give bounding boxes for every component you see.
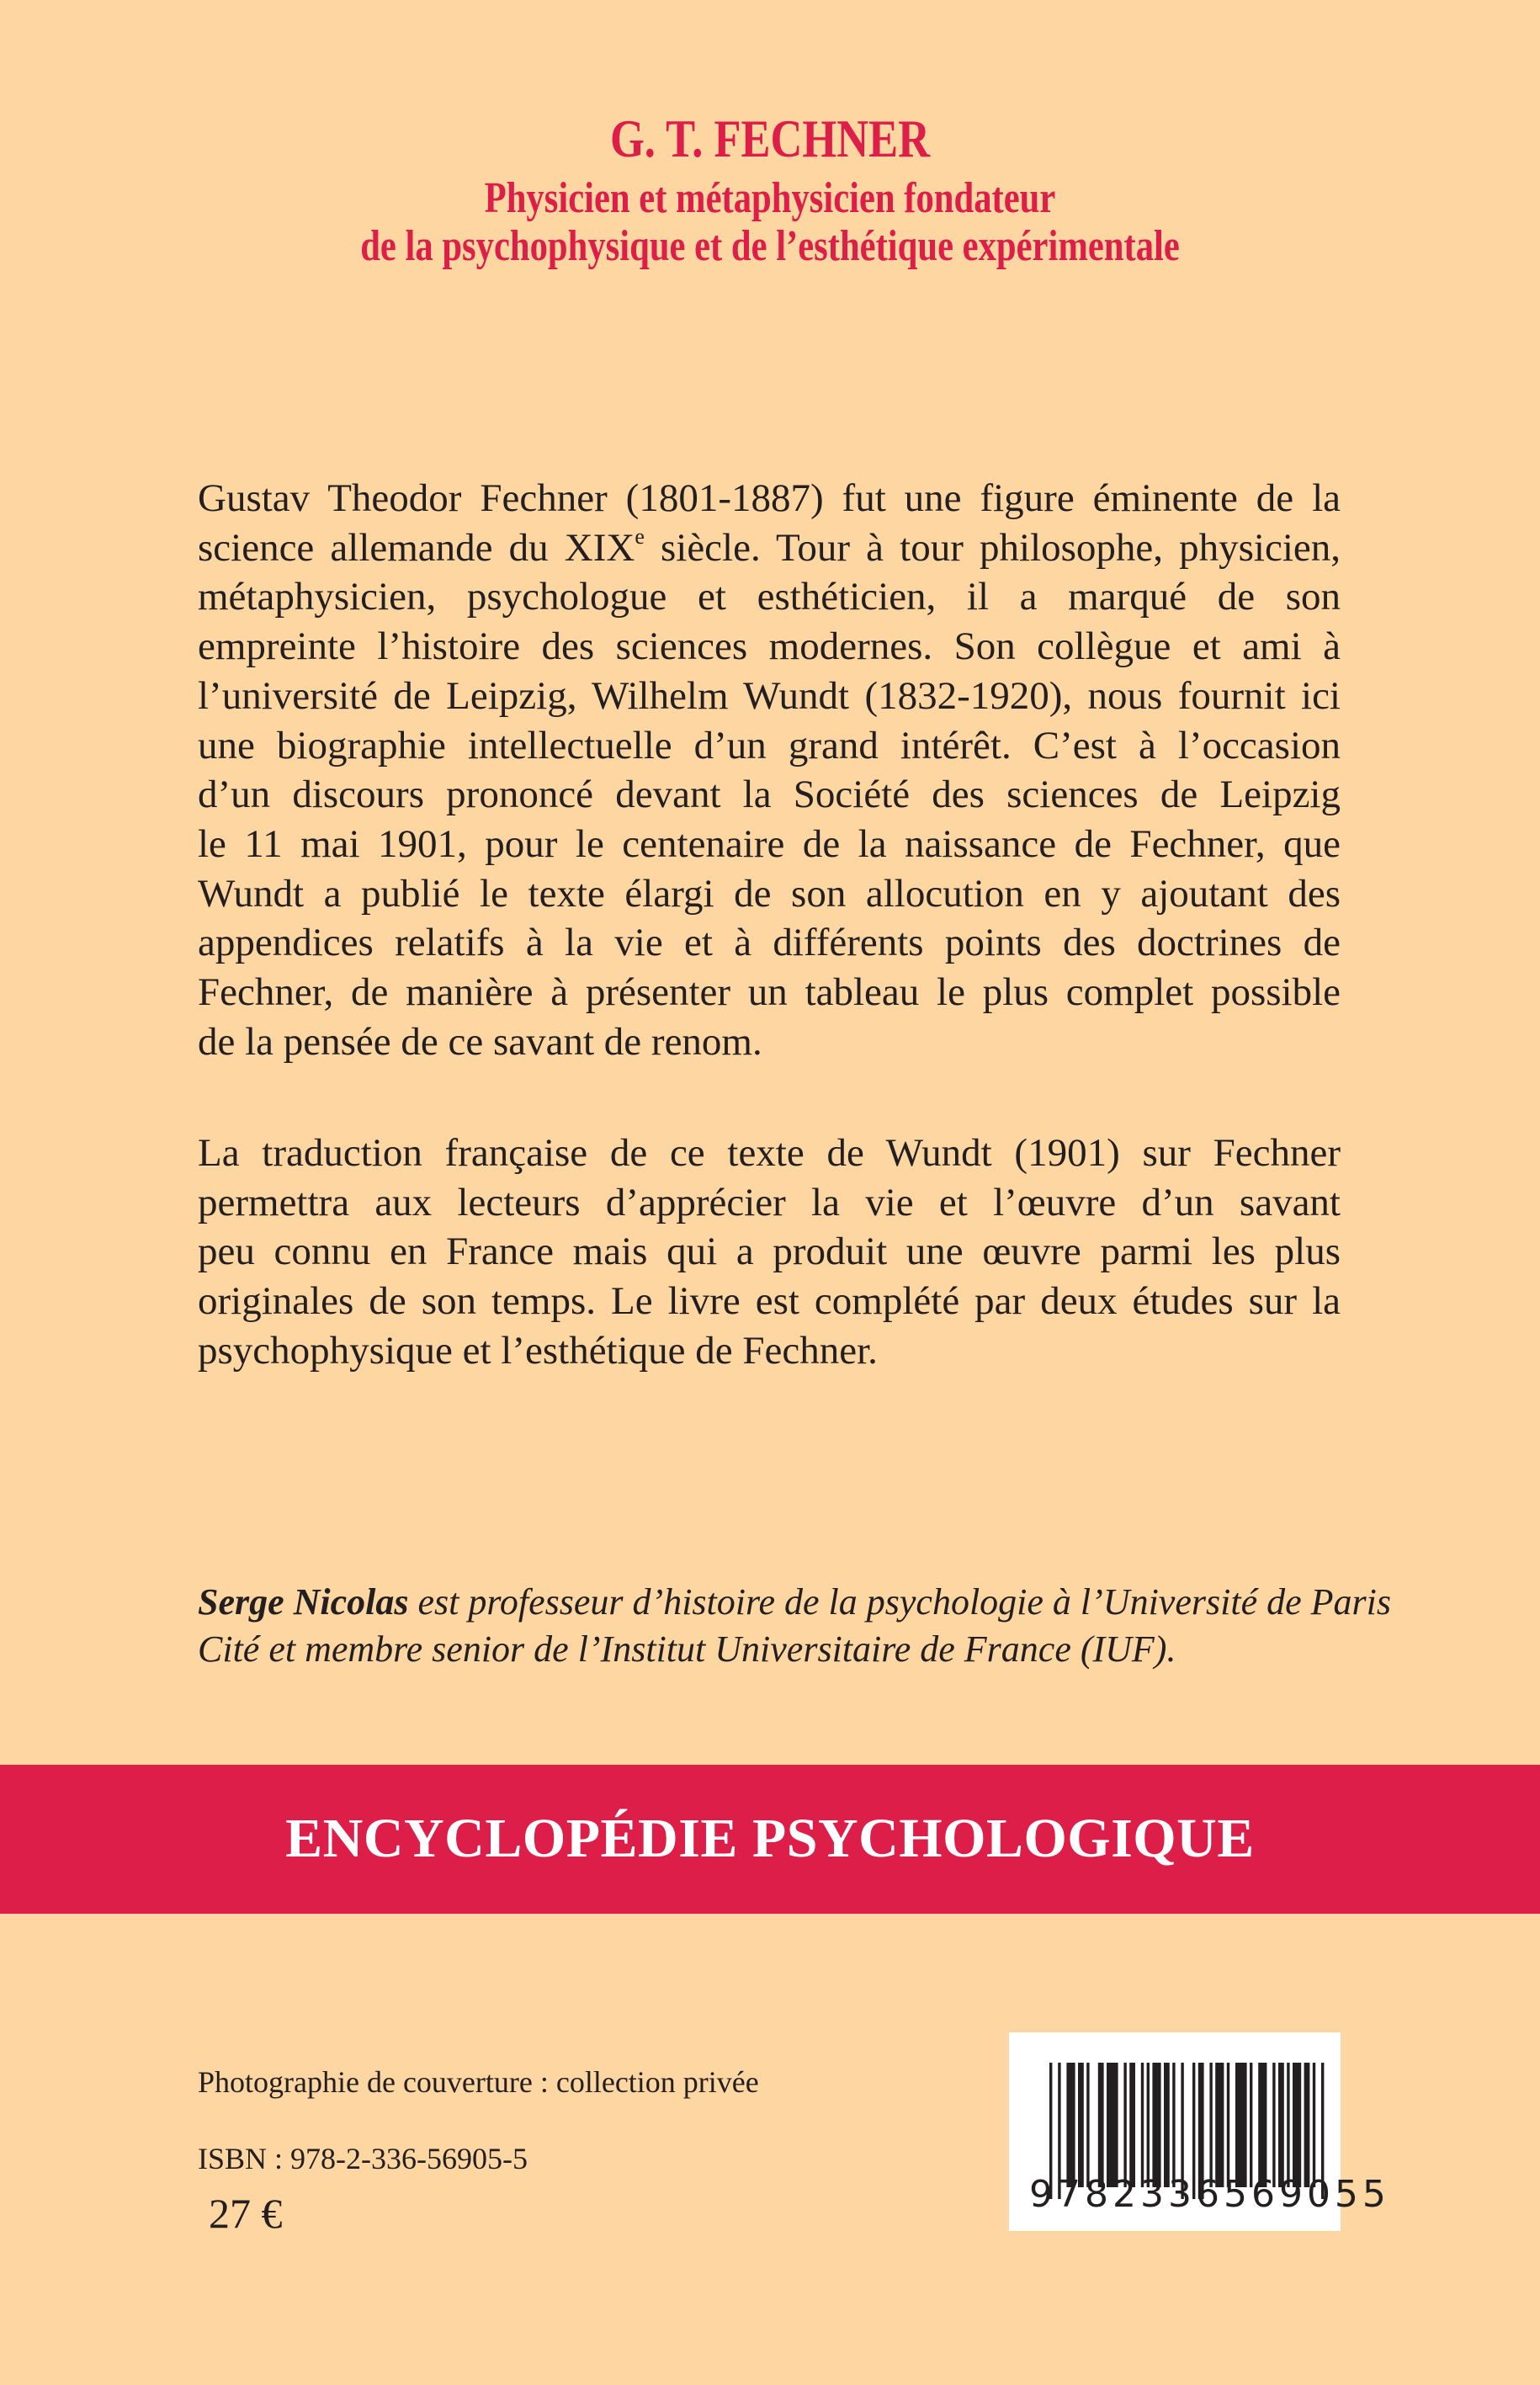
text-line: appendices relatifs à la vie et à différents points des doctrines de [198,921,1341,965]
text-line: psychophysique et l’esthétique de Fechner. [198,1328,878,1373]
barcode-bar [1209,2063,1212,2187]
price: 27 € [209,2190,283,2237]
barcode-bar [1304,2063,1310,2187]
cover-subtitle-line-2 [0,222,1540,271]
text-fragment: est professeur d’histoire de la psychologie à l’Université de Paris [408,1581,1391,1623]
barcode-bar [1078,2063,1084,2187]
barcode-bar [1152,2063,1160,2187]
barcode-bar [1066,2063,1075,2187]
text-line: métaphysicien, psychologue et esthéticien, il a marqué de son [198,575,1341,619]
text-line: d’un discours prononcé devant la Société des sciences de Leipzig [198,773,1341,817]
barcode-bar [1098,2063,1104,2187]
text-line: Cité et membre senior de l’Institut Universitaire de France (IUF). [198,1628,1176,1670]
summary-paragraph-1 [198,474,1341,1066]
text-fragment: science allemande du XIX [198,525,635,570]
barcode-bar [1172,2063,1175,2187]
text-line [198,1579,1391,1626]
barcode-bar [1086,2063,1089,2187]
text-line: le 11 mai 1901, pour le centenaire de la naissance de Fechner, que [198,821,1341,866]
barcode-bar [1293,2063,1301,2187]
text-line [198,523,1341,573]
author-note [198,1579,1391,1673]
collection-band [0,1765,1540,1914]
barcode-bar [1235,2063,1247,2187]
summary-paragraph-2 [198,1129,1341,1376]
text-line: de la pensée de ce savant de renom. [198,1019,762,1064]
barcode-bar [1215,2063,1224,2187]
text-line: permettra aux lecteurs d’apprécier la vie et l’œuvre d’un savant [198,1180,1341,1224]
subtitle-text: de la psychophysique et de l’esthétique expérimentale [360,222,1180,270]
title-text: G. T. FECHNER [609,109,931,168]
isbn: ISBN : 978-2-336-56905-5 [198,2142,528,2175]
barcode-bar [1141,2063,1144,2187]
barcode-bar [1123,2063,1126,2187]
barcode-digits: 9782336569055 [1029,2173,1390,2216]
text-line: Fechner, de manière à présenter un tableau le plus complet possible [198,970,1341,1015]
barcode-bar [1107,2063,1118,2187]
barcode-bar [1147,2063,1150,2187]
text-line: empreinte l’histoire des sciences modernes. Son collègue et ami à [198,624,1341,669]
barcode-bar [1272,2063,1275,2187]
cover-title [0,109,1540,168]
text-line: peu connu en France mais qui a produit une œuvre parmi les plus [198,1230,1341,1274]
barcode-bar [1313,2063,1315,2187]
photo-credit: Photographie de couverture : collection privée [198,2065,759,2099]
barcode-bar [1164,2063,1170,2187]
subtitle-text: Physicien et métaphysicien fondateur [484,174,1056,222]
collection-name: ENCYCLOPÉDIE PSYCHOLOGIQUE [285,1808,1255,1869]
superscript: e [635,523,645,549]
text-line: Wundt a publié le texte élargi de son allocution en y ajoutant des [198,871,1341,916]
text-line: originales de son temps. Le livre est complété par deux études sur la [198,1279,1341,1324]
barcode [1009,2032,1390,2231]
text-line: l’université de Leipzig, Wilhelm Wundt (1832-1920), nous fournit ici [198,673,1341,718]
text-line: Gustav Theodor Fechner (1801-1887) fut une figure éminente de la [198,476,1341,520]
author-name: Serge Nicolas [198,1581,409,1623]
text-line: La traduction française de ce texte de Wundt (1901) sur Fechner [198,1131,1341,1175]
barcode-bar [1287,2063,1289,2187]
text-fragment: siècle. Tour à tour philosophe, physicien, [644,525,1341,570]
barcode-bar [1258,2063,1267,2187]
barcode-bar [1129,2063,1135,2187]
barcode-bar [1250,2063,1252,2187]
cover-subtitle-line-1 [0,174,1540,223]
text-line: une biographie intellectuelle d’un grand intérêt. C’est à l’occasion [198,723,1341,768]
barcode-bar [1227,2063,1229,2187]
barcode-bar [1278,2063,1284,2187]
